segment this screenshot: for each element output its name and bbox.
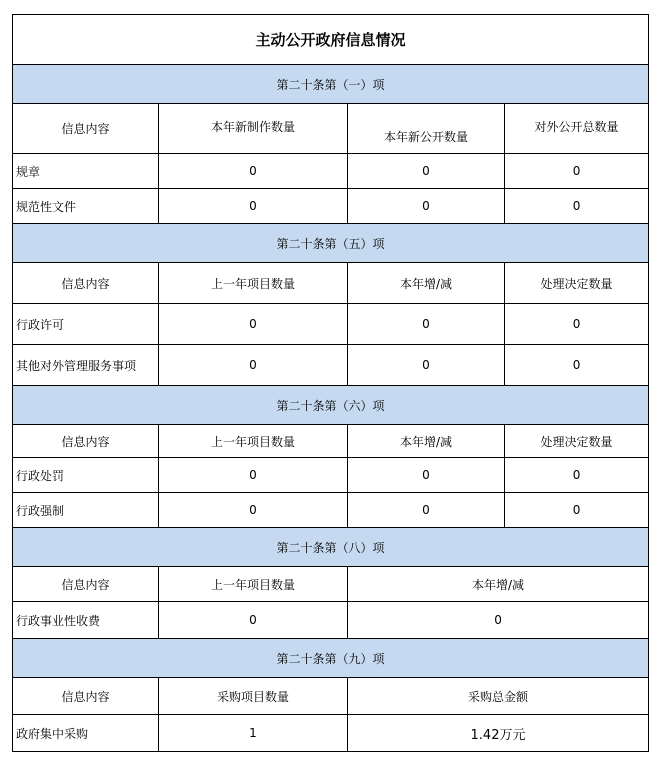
row-label: 其他对外管理服务事项 bbox=[13, 345, 159, 386]
column-header: 处理决定数量 bbox=[505, 263, 649, 304]
cell-value: 1.42万元 bbox=[348, 715, 649, 752]
column-header: 本年增/减 bbox=[348, 263, 505, 304]
section-heading: 第二十条第（六）项 bbox=[13, 386, 649, 425]
cell-value: 0 bbox=[159, 189, 348, 224]
section-header-row bbox=[13, 425, 649, 458]
table-row bbox=[13, 602, 649, 639]
column-header: 采购项目数量 bbox=[159, 678, 348, 715]
row-label: 行政许可 bbox=[13, 304, 159, 345]
cell-value: 0 bbox=[159, 458, 348, 493]
row-label: 行政处罚 bbox=[13, 458, 159, 493]
cell-value: 0 bbox=[505, 154, 649, 189]
column-header: 对外公开总数量 bbox=[505, 104, 649, 154]
table-row bbox=[13, 345, 649, 386]
column-header: 本年新公开数量 bbox=[348, 104, 505, 154]
column-header: 本年增/减 bbox=[348, 425, 505, 458]
column-header: 信息内容 bbox=[13, 678, 159, 715]
table-row bbox=[13, 715, 649, 752]
table-row bbox=[13, 189, 649, 224]
cell-value: 0 bbox=[348, 493, 505, 528]
section-header-row bbox=[13, 263, 649, 304]
section-heading-row bbox=[13, 65, 649, 104]
row-label: 规范性文件 bbox=[13, 189, 159, 224]
section-heading-row bbox=[13, 386, 649, 425]
cell-value: 0 bbox=[505, 493, 649, 528]
cell-value: 0 bbox=[159, 493, 348, 528]
section-heading: 第二十条第（九）项 bbox=[13, 639, 649, 678]
column-header: 信息内容 bbox=[13, 104, 159, 154]
cell-value: 0 bbox=[348, 304, 505, 345]
cell-value: 0 bbox=[348, 458, 505, 493]
cell-value: 0 bbox=[505, 345, 649, 386]
table-row bbox=[13, 154, 649, 189]
row-label: 行政强制 bbox=[13, 493, 159, 528]
section-heading: 第二十条第（五）项 bbox=[13, 224, 649, 263]
table-row bbox=[13, 493, 649, 528]
section-header-row bbox=[13, 567, 649, 602]
cell-value: 0 bbox=[159, 304, 348, 345]
section-heading-row bbox=[13, 639, 649, 678]
table-row bbox=[13, 458, 649, 493]
section-heading: 第二十条第（一）项 bbox=[13, 65, 649, 104]
cell-value: 0 bbox=[348, 602, 649, 639]
column-header: 上一年项目数量 bbox=[159, 263, 348, 304]
column-header: 处理决定数量 bbox=[505, 425, 649, 458]
table-title-row bbox=[13, 15, 649, 65]
row-label: 规章 bbox=[13, 154, 159, 189]
cell-value: 0 bbox=[505, 458, 649, 493]
table-row bbox=[13, 304, 649, 345]
column-header: 上一年项目数量 bbox=[159, 425, 348, 458]
section-heading-row bbox=[13, 224, 649, 263]
table-title: 主动公开政府信息情况 bbox=[13, 15, 649, 65]
cell-value: 0 bbox=[505, 189, 649, 224]
cell-value: 0 bbox=[505, 304, 649, 345]
cell-value: 0 bbox=[348, 154, 505, 189]
cell-value: 0 bbox=[348, 345, 505, 386]
info-disclosure-table bbox=[12, 14, 649, 752]
column-header: 采购总金额 bbox=[348, 678, 649, 715]
column-header: 本年增/减 bbox=[348, 567, 649, 602]
section-heading-row bbox=[13, 528, 649, 567]
column-header: 信息内容 bbox=[13, 425, 159, 458]
cell-value: 1 bbox=[159, 715, 348, 752]
cell-value: 0 bbox=[348, 189, 505, 224]
cell-value: 0 bbox=[159, 602, 348, 639]
cell-value: 0 bbox=[159, 345, 348, 386]
section-header-row bbox=[13, 678, 649, 715]
section-header-row bbox=[13, 104, 649, 154]
column-header: 上一年项目数量 bbox=[159, 567, 348, 602]
row-label: 行政事业性收费 bbox=[13, 602, 159, 639]
row-label: 政府集中采购 bbox=[13, 715, 159, 752]
cell-value: 0 bbox=[159, 154, 348, 189]
column-header: 信息内容 bbox=[13, 263, 159, 304]
section-heading: 第二十条第（八）项 bbox=[13, 528, 649, 567]
column-header: 本年新制作数量 bbox=[159, 104, 348, 154]
column-header: 信息内容 bbox=[13, 567, 159, 602]
